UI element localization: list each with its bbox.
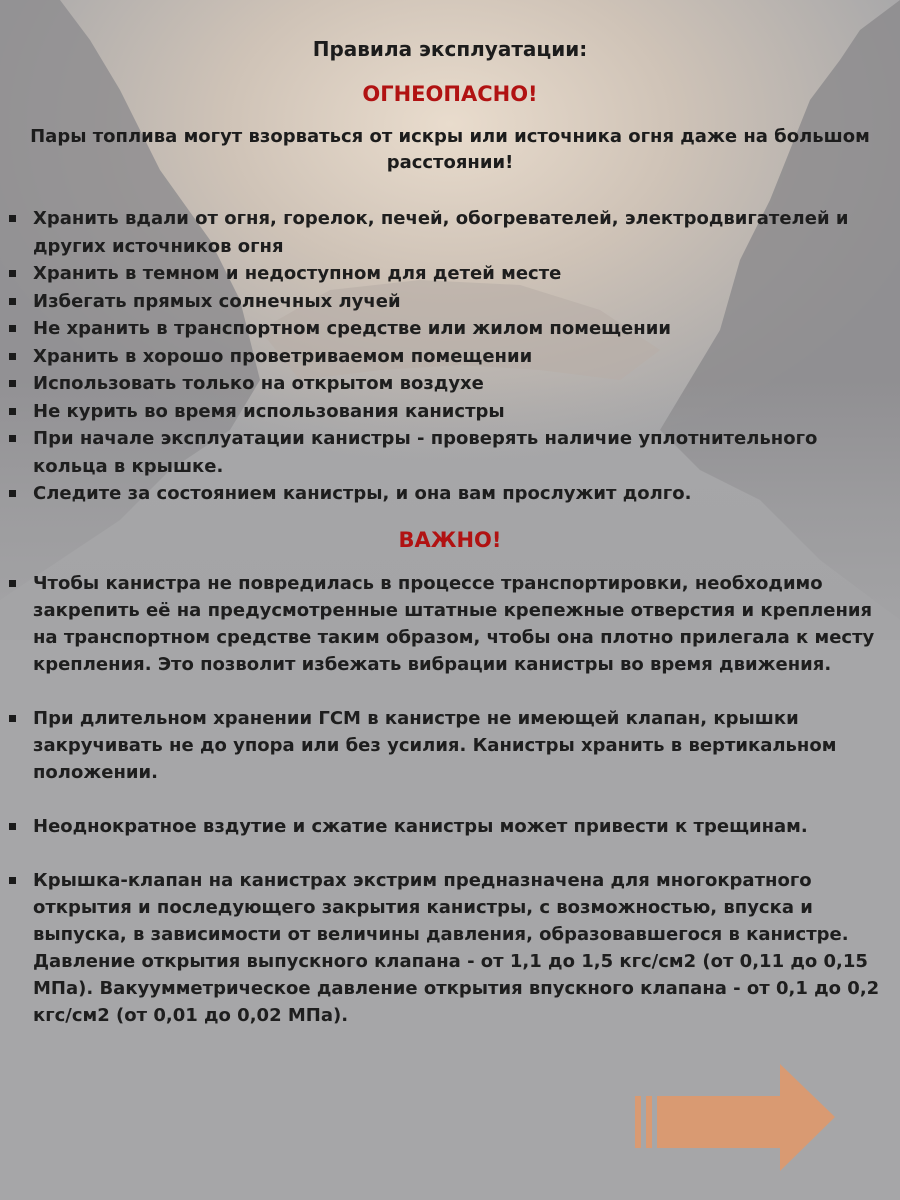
important-item: При длительном хранении ГСМ в канистре не имеющей клапан, крышки закручивать не до упора или без усилия. Канистры хранить в вертикальном положении.: [0, 705, 880, 786]
rule-item: Не хранить в транспортном средстве или жилом помещении: [0, 315, 880, 343]
important-item: Неоднократное вздутие и сжатие канистры может привести к трещинам.: [0, 813, 880, 840]
rule-item: Не курить во время использования канистры: [0, 398, 880, 426]
page-title: Правила эксплуатации:: [312, 37, 588, 61]
rule-item: Использовать только на открытом воздухе: [0, 370, 880, 398]
rule-item: Хранить вдали от огня, горелок, печей, обогревателей, электродвигателей и других источников огня: [0, 205, 880, 260]
important-item: Крышка-клапан на канистрах экстрим предназначена для многократного открытия и последующего закрытия канистры, с возможностью, впуска и выпуска, в зависимости от величины давления, образовавшегося в канистре. Давление открытия выпускного клапана - от 1,1 до 1,5 кгс/см2 (от 0,11 до 0,15 МПа). Вакуумметрическое давление открытия впускного клапана - от 0,1 до 0,2 кгс/см2 (от 0,01 до 0,02 МПа).: [0, 867, 880, 1029]
important-item: Чтобы канистра не повредилась в процессе транспортировки, необходимо закрепить её на предусмотренные штатные крепежные отверстия и крепления на транспортном средстве таким образом, чтобы она плотно прилегала к месту крепления. Это позволит избежать вибрации канистры во время движения.: [0, 570, 880, 678]
rule-item: Хранить в темном и недоступном для детей месте: [0, 260, 880, 288]
rule-item: Избегать прямых солнечных лучей: [0, 288, 880, 316]
important-warning: ВАЖНО!: [398, 528, 502, 552]
rule-item: Хранить в хорошо проветриваемом помещении: [0, 343, 880, 371]
intro-text: Пары топлива могут взорваться от искры или источника огня даже на большом расстоянии!: [30, 126, 870, 173]
rules-list: [0, 205, 880, 508]
important-list: [0, 570, 880, 1056]
arrow-right-icon[interactable]: [630, 1060, 840, 1175]
fire-warning: ОГНЕОПАСНО!: [362, 82, 538, 106]
rule-item: При начале эксплуатации канистры - проверять наличие уплотнительного кольца в крышке.: [0, 425, 880, 480]
rule-item: Следите за состоянием канистры, и она вам прослужит долго.: [0, 480, 880, 508]
